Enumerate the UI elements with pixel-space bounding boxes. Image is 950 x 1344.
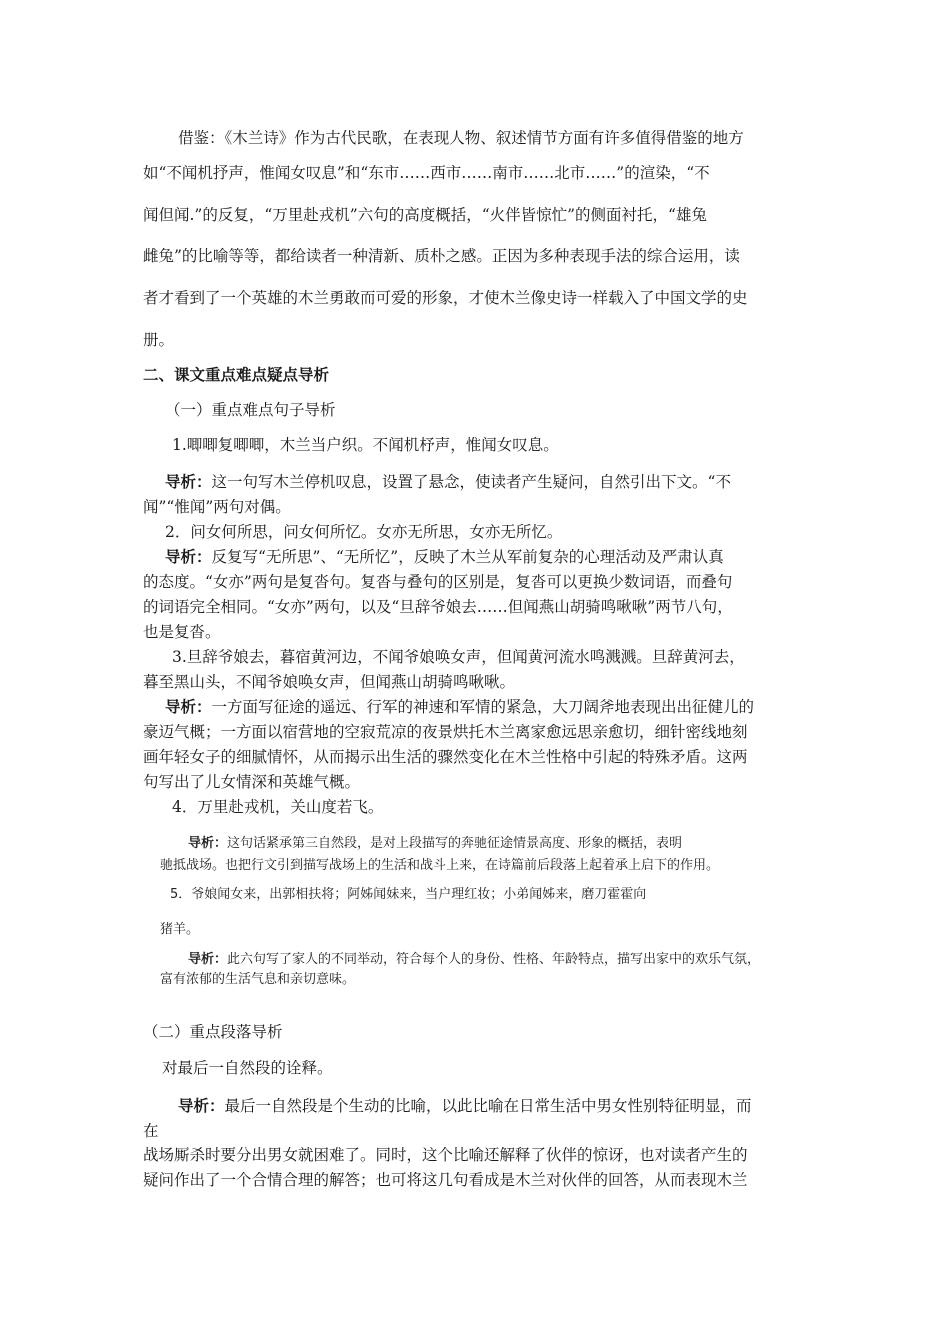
analysis-4-line-2: 驰抵战场。也把行文引到描写战场上的生活和战斗上来，在诗篇前后段落上起着承上启下的作用。 <box>160 858 720 873</box>
question-4: 4．万里赴戎机，关山度若飞。 <box>172 798 384 816</box>
analysis-label: 导析： <box>188 952 228 967</box>
analysis-6-line-1: 导析：最后一自然段是个生动的比喻，以此比喻在日常生活中男女性别特征明显，而 <box>178 1096 752 1115</box>
analysis-3-line-2: 豪迈气概；一方面以宿营地的空寂荒凉的夜景烘托木兰离家愈远思亲愈切，细针密线地刻 <box>143 723 748 741</box>
analysis-1-line-2: 闻”“惟闻”两句对偶。 <box>143 498 291 516</box>
analysis-6-line-3: 战场厮杀时要分出男女就困难了。同时，这个比喻还解释了伙伴的惊讶，也对读者产生的 <box>143 1146 748 1164</box>
intro-line-1: 借鉴：《木兰诗》作为古代民歌，在表现人物、叙述情节方面有许多值得借鉴的地方 <box>178 129 744 147</box>
analysis-5-line-2: 富有浓郁的生活气息和亲切意味。 <box>160 972 356 987</box>
analysis-2-line-2: 的态度。“女亦”两句是复沓句。复沓与叠句的区别是，复沓可以更换少数词语，而叠句 <box>143 573 733 591</box>
subsection-heading-2: （二）重点段落导析 <box>143 1023 283 1041</box>
intro-line-2: 如“不闻机抒声，惟闻女叹息”和“东市……西市……南市……北市……”的渲染，“不 <box>143 164 710 182</box>
question-5-line-1: 5．爷娘闻女来，出郭相扶将；阿姊闻妹来，当户理红妆；小弟闻姊来，磨刀霍霍向 <box>170 887 647 902</box>
analysis-label: 导析： <box>165 697 212 716</box>
analysis-label: 导析： <box>188 836 228 851</box>
analysis-2-line-1: 导析：反复写“无所思”、“无所忆”，反映了木兰从军前复杂的心理活动及严肃认真 <box>165 547 724 566</box>
question-3-line-2: 暮至黑山头，不闻爷娘唤女声，但闻燕山胡骑鸣啾啾。 <box>143 673 516 691</box>
embedded-text-image <box>140 826 830 996</box>
intro-line-5: 者才看到了一个英雄的木兰勇敢而可爱的形象，才使木兰像史诗一样载入了中国文学的史 <box>143 289 748 307</box>
intro-line-6: 册。 <box>143 331 175 349</box>
analysis-1-line-1: 导析：这一句写木兰停机叹息，设置了悬念，使读者产生疑问，自然引出下文。“不 <box>165 472 731 491</box>
question-2: 2．问女何所思，问女何所忆。女亦无所思，女亦无所忆。 <box>165 523 563 541</box>
analysis-label: 导析： <box>178 1096 225 1115</box>
analysis-2-line-3: 的词语完全相同。“女亦”两句，以及“旦辞爷娘去……但闻燕山胡骑鸣啾啾”两节八句， <box>143 598 733 616</box>
analysis-label: 导析： <box>165 547 212 566</box>
paragraph-description: 对最后一自然段的诠释。 <box>162 1059 333 1077</box>
analysis-6-line-2: 在 <box>143 1122 159 1140</box>
analysis-5-line-1: 导析：此六句写了家人的不同举动，符合每个人的身份、性格、年龄特点，描写出家中的欢乐气氛， <box>188 952 761 967</box>
analysis-3-line-4: 句写出了儿女情深和英雄气概。 <box>143 773 361 791</box>
intro-line-4: 雌兔”的比喻等等，都给读者一种清新、质朴之感。正因为多种表现手法的综合运用，读 <box>143 247 740 265</box>
analysis-3-line-3: 画年轻女子的细腻情怀，从而揭示出生活的骤然变化在木兰性格中引起的特殊矛盾。这两 <box>143 748 748 766</box>
analysis-6-line-4: 疑问作出了一个合情合理的解答；也可将这几句看成是木兰对伙伴的回答，从而表现木兰 <box>143 1171 748 1189</box>
analysis-4-line-1: 导析：这句话紧承第三自然段，是对上段描写的奔驰征途情景高度、形象的概括，表明 <box>188 836 683 851</box>
question-5-line-2: 猪羊。 <box>160 922 200 937</box>
subsection-heading-1: （一）重点难点句子导析 <box>165 401 336 419</box>
intro-line-3: 闻但闻.”的反复，“万里赴戎机”六句的高度概括，“火伴皆惊忙”的侧面衬托，“雄兔 <box>143 206 707 224</box>
question-1: 1.唧唧复唧唧，木兰当户织。不闻机杼声，惟闻女叹息。 <box>172 436 559 454</box>
section-heading: 二、课文重点难点疑点导析 <box>143 365 330 384</box>
analysis-label: 导析： <box>165 472 212 491</box>
question-3-line-1: 3.旦辞爷娘去，暮宿黄河边，不闻爷娘唤女声，但闻黄河流水鸣溅溅。旦辞黄河去， <box>172 648 745 666</box>
analysis-2-line-4: 也是复沓。 <box>143 623 221 641</box>
analysis-3-line-1: 导析：一方面写征途的遥远、行军的神速和军情的紧急，大刀阔斧地表现出出征健儿的 <box>165 697 755 716</box>
